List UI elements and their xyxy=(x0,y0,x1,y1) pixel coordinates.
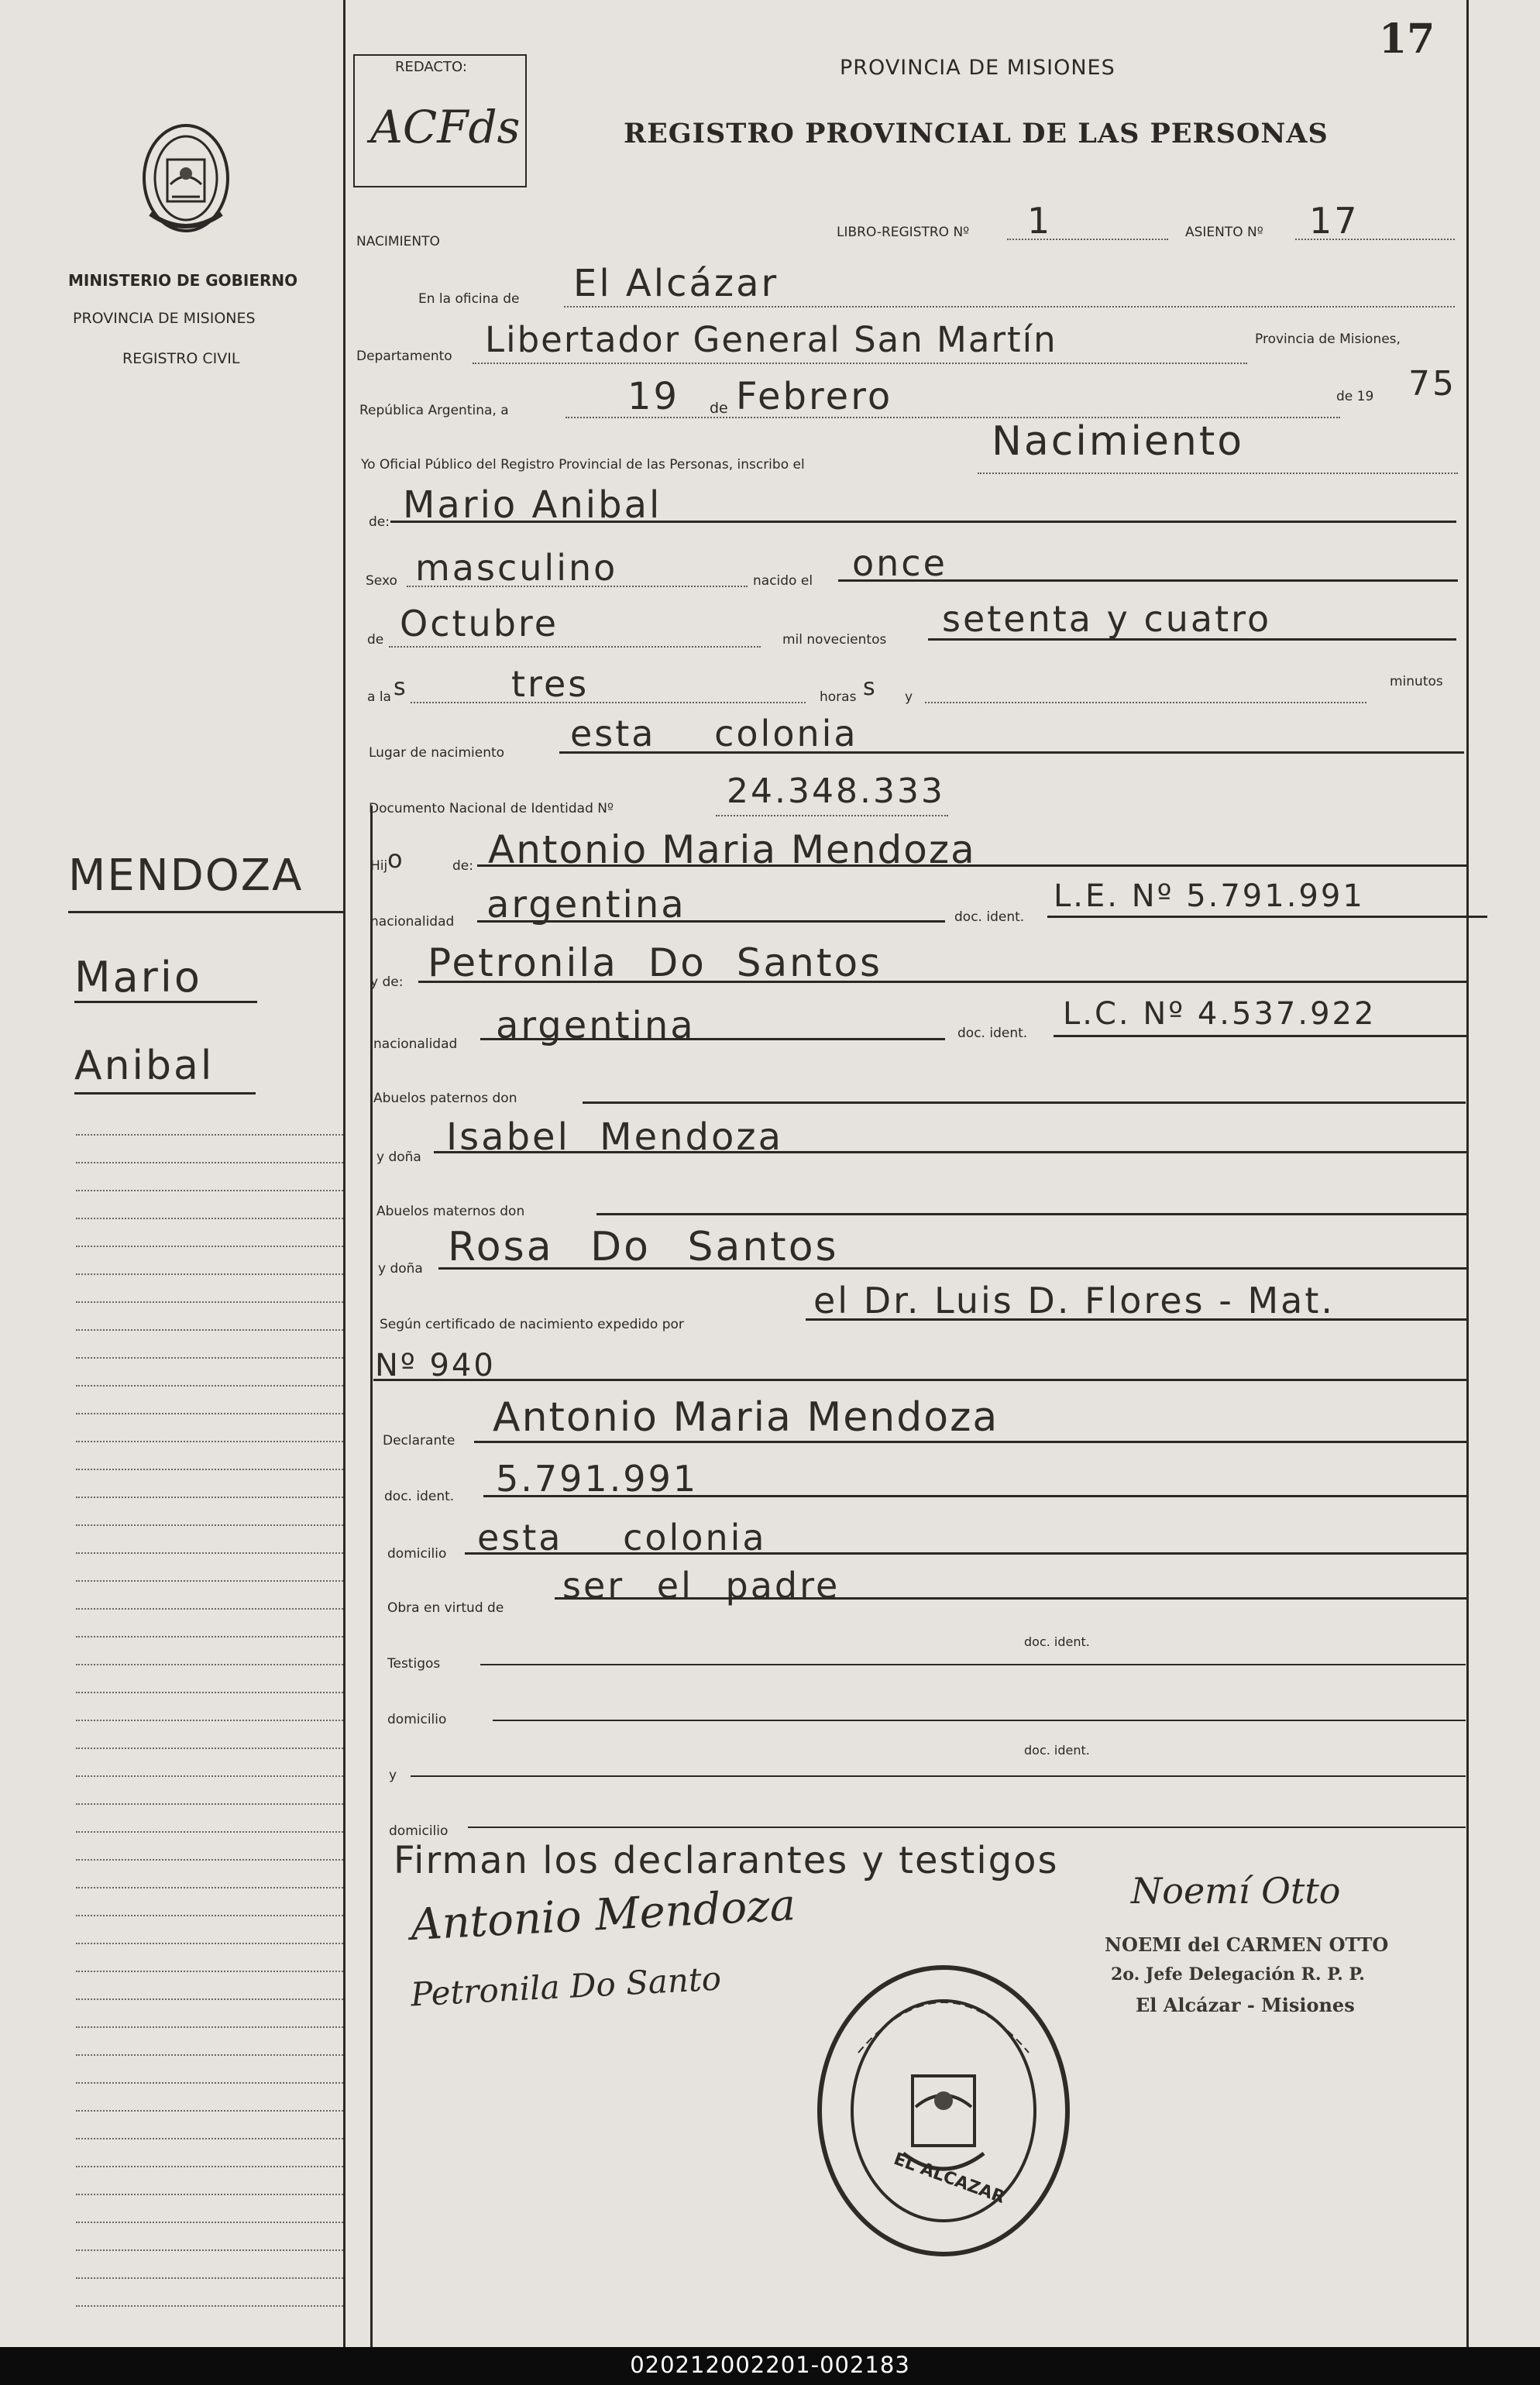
margin-first-name: Mario xyxy=(74,953,202,1002)
nac-madre-value: argentina xyxy=(496,1004,696,1047)
margin-rule-line xyxy=(76,1524,343,1526)
mes-value: Octubre xyxy=(400,603,559,644)
margin-rule-line xyxy=(76,2054,343,2056)
margin-rule-line xyxy=(76,1552,343,1554)
margin-second-name: Anibal xyxy=(74,1043,215,1089)
obra-label: Obra en virtud de xyxy=(387,1600,504,1616)
margin-rule-line xyxy=(76,2305,343,2307)
doc-padre-label: doc. ident. xyxy=(954,909,1025,925)
ministry-name: MINISTERIO DE GOBIERNO xyxy=(68,271,298,290)
margin-rule-line xyxy=(76,2110,343,2112)
minutos-label: minutos xyxy=(1390,674,1443,689)
sexo-label: Sexo xyxy=(366,573,397,589)
left-column-divider xyxy=(343,0,345,2347)
ministry-registry: REGISTRO CIVIL xyxy=(122,350,240,367)
margin-rule-line xyxy=(76,2082,343,2084)
segun-value-2: Nº 940 xyxy=(375,1348,496,1383)
margin-rule-line xyxy=(76,1775,343,1777)
testigo1-doc-label: doc. ident. xyxy=(1024,1634,1090,1649)
form-left-border xyxy=(370,806,373,2347)
margin-surname: MENDOZA xyxy=(68,851,304,901)
margin-rule-line xyxy=(76,1748,343,1749)
hora-value: tres xyxy=(511,663,590,705)
nac-padre-value: argentina xyxy=(486,883,686,926)
domicilio-label: domicilio xyxy=(387,1546,447,1562)
firman-text: Firman los declarantes y testigos xyxy=(394,1839,1059,1882)
margin-rule-line xyxy=(76,2138,343,2139)
abuelos-pat-label: Abuelos paternos don xyxy=(373,1091,517,1106)
margin-rule-line xyxy=(76,1831,343,1833)
hij-suffix: o xyxy=(387,844,405,874)
official-stamp-name: NOEMI del CARMEN OTTO xyxy=(1105,1933,1389,1956)
seal-center-text: EL ALCAZAR xyxy=(891,2149,1008,2208)
dni-value: 24.348.333 xyxy=(727,772,945,811)
margin-rule-line xyxy=(76,1190,343,1191)
margin-rule-line xyxy=(76,1943,343,1944)
sexo-value: masculino xyxy=(415,547,618,589)
registry-seal-icon xyxy=(812,1960,1075,2262)
ydona-mat-label: y doña xyxy=(378,1261,423,1277)
margin-rule-line xyxy=(76,1246,343,1247)
margin-rule-line xyxy=(76,1580,343,1582)
mes-label: de xyxy=(367,632,384,648)
margin-rule-line xyxy=(76,1971,343,1972)
asiento-value: 17 xyxy=(1309,200,1360,242)
de2-label: de: xyxy=(452,858,473,874)
asiento-label: ASIENTO Nº xyxy=(1185,225,1263,240)
margin-rule-line xyxy=(76,1636,343,1638)
margin-rule-line xyxy=(76,1608,343,1610)
madre-value: Petronila Do Santos xyxy=(428,940,883,985)
y-label: y xyxy=(905,689,913,705)
de-label: de xyxy=(710,400,728,417)
departamento-label: Departamento xyxy=(356,349,452,364)
year-value: 75 xyxy=(1408,364,1456,404)
redacto-initials: ACFds xyxy=(370,101,521,153)
abuela-pat-value: Isabel Mendoza xyxy=(446,1115,783,1159)
segun-value: el Dr. Luis D. Flores - Mat. xyxy=(813,1280,1335,1321)
official-stamp-title: 2o. Jefe Delegación R. P. P. xyxy=(1111,1964,1365,1985)
margin-rule-line xyxy=(76,1273,343,1275)
oficina-label: En la oficina de xyxy=(418,291,520,307)
doc-padre-value: L.E. Nº 5.791.991 xyxy=(1054,878,1365,914)
doc-madre-value: L.C. Nº 4.537.922 xyxy=(1063,996,1377,1032)
testigo2-dom-label: domicilio xyxy=(389,1823,449,1839)
margin-rule-line xyxy=(76,1413,343,1414)
abuela-mat-value: Rosa Do Santos xyxy=(448,1224,839,1270)
mil-label: mil novecientos xyxy=(782,632,887,648)
archive-bar xyxy=(0,2347,1540,2385)
horas-label: horas xyxy=(820,689,857,705)
month-value: Febrero xyxy=(736,375,893,418)
margin-rule-line xyxy=(76,2194,343,2195)
nacido-label: nacido el xyxy=(753,573,813,589)
signature-official: Noemí Otto xyxy=(1131,1870,1341,1912)
margin-rule-line xyxy=(76,1218,343,1219)
obra-value: ser el padre xyxy=(562,1565,840,1607)
margin-rule-line xyxy=(76,2222,343,2223)
decl-doc-value: 5.791.991 xyxy=(496,1458,699,1500)
redacto-label: REDACTO: xyxy=(395,59,467,75)
signature-madre: Petronila Do Santo xyxy=(409,1959,723,2014)
oficial-value: Nacimiento xyxy=(992,418,1245,465)
decl-doc-label: doc. ident. xyxy=(384,1489,455,1504)
official-stamp-place: El Alcázar - Misiones xyxy=(1136,1994,1355,2016)
margin-rule-line xyxy=(76,1301,343,1303)
year-prefix: de 19 xyxy=(1336,389,1374,404)
margin-rule-line xyxy=(76,1915,343,1916)
ydona-pat-label: y doña xyxy=(376,1150,421,1165)
margin-rule-line xyxy=(76,1692,343,1693)
oficial-label: Yo Oficial Público del Registro Provincial de las Personas, inscribo el xyxy=(361,457,805,473)
horas-s: s xyxy=(863,674,878,701)
ala-s: s xyxy=(394,674,408,701)
de-name-label: de: xyxy=(369,514,390,530)
margin-rule-line xyxy=(76,1134,343,1136)
departamento-value: Libertador General San Martín xyxy=(485,319,1057,360)
hij-label: Hij xyxy=(370,858,388,874)
lugar-label: Lugar de nacimiento xyxy=(369,745,505,761)
nac-padre-label: nacionalidad xyxy=(370,914,455,930)
dni-label: Documento Nacional de Identidad Nº xyxy=(369,801,614,816)
provincia-suffix: Provincia de Misiones, xyxy=(1255,332,1401,347)
abuelos-mat-label: Abuelos maternos don xyxy=(376,1204,525,1219)
libro-label: LIBRO-REGISTRO Nº xyxy=(837,225,970,240)
margin-rule-line xyxy=(76,1441,343,1442)
margin-rule-line xyxy=(76,2277,343,2279)
margin-rule-line xyxy=(76,1497,343,1498)
testigo2-doc-label: doc. ident. xyxy=(1024,1743,1090,1758)
ministry-province: PROVINCIA DE MISIONES xyxy=(73,310,256,327)
yde-label: y de: xyxy=(370,974,404,990)
nacimiento-label: NACIMIENTO xyxy=(356,234,440,249)
libro-value: 1 xyxy=(1027,200,1053,242)
y2-label: y xyxy=(389,1768,397,1783)
margin-rule-line xyxy=(76,2166,343,2167)
ala-label: a la xyxy=(367,689,391,705)
day-value: 19 xyxy=(627,375,680,418)
republica-label: República Argentina, a xyxy=(359,403,509,418)
doc-madre-label: doc. ident. xyxy=(957,1026,1028,1041)
margin-rule-line xyxy=(76,1803,343,1805)
mil-value: setenta y cuatro xyxy=(942,598,1272,640)
margin-rule-line xyxy=(76,2249,343,2251)
margin-rule-line xyxy=(76,2026,343,2028)
signature-padre: Antonio Mendoza xyxy=(409,1880,797,1950)
domicilio-value: esta colonia xyxy=(477,1517,767,1558)
registry-title: REGISTRO PROVINCIAL DE LAS PERSONAS xyxy=(624,118,1329,149)
province-heading: PROVINCIA DE MISIONES xyxy=(840,56,1115,80)
segun-label: Según certificado de nacimiento expedido por xyxy=(380,1317,684,1332)
margin-rule-line xyxy=(76,1664,343,1665)
lugar-value: esta colonia xyxy=(570,713,858,754)
nacido-value: once xyxy=(852,542,947,584)
margin-rule-line xyxy=(76,1162,343,1163)
right-page-border xyxy=(1466,0,1469,2347)
declarante-label: Declarante xyxy=(383,1433,455,1449)
nac-madre-label: nacionalidad xyxy=(373,1036,458,1052)
margin-rule-line xyxy=(76,1357,343,1359)
margin-rule-line xyxy=(76,1720,343,1721)
margin-rule-line xyxy=(76,1998,343,2000)
margin-rule-line xyxy=(76,1469,343,1470)
ministry-emblem-icon xyxy=(139,122,232,239)
testigos-label: Testigos xyxy=(387,1656,441,1672)
margin-rule-line xyxy=(76,1859,343,1861)
margin-rule-line xyxy=(76,1329,343,1331)
margin-rule-line xyxy=(76,1887,343,1888)
archive-id: 020212002201-002183 xyxy=(630,2352,910,2378)
declarante-value: Antonio Maria Mendoza xyxy=(493,1394,999,1441)
oficina-value: El Alcázar xyxy=(573,262,779,305)
page-number: 17 xyxy=(1379,15,1435,63)
margin-rule-line xyxy=(76,1385,343,1387)
de-name-value: Mario Anibal xyxy=(403,483,662,527)
padre-value: Antonio Maria Mendoza xyxy=(488,827,976,872)
testigo1-dom-label: domicilio xyxy=(387,1712,447,1727)
